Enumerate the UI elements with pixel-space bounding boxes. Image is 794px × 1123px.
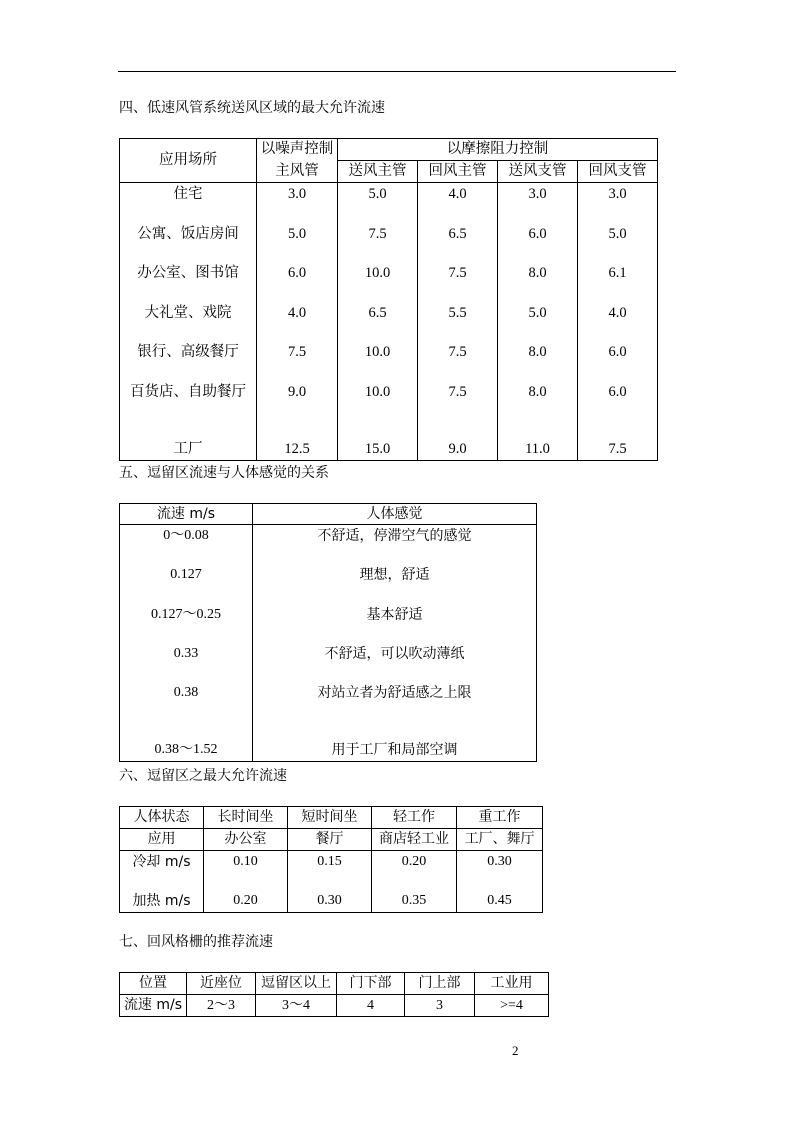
cell-value: 15.0 <box>338 420 418 460</box>
header-sub-return-branch: 回风支管 <box>578 161 658 183</box>
cell-value: 3～4 <box>256 995 337 1017</box>
cell-speed: 0.127～0.25 <box>120 604 253 643</box>
cell-feeling: 不舒适，可以吹动薄纸 <box>253 643 537 682</box>
cell-value: 3.0 <box>498 183 578 223</box>
cell-use: 商店轻工业 <box>372 829 457 851</box>
header-place: 应用场所 <box>120 139 257 183</box>
cell-state: 重工作 <box>457 807 543 829</box>
cell-value: 7.5 <box>418 262 498 302</box>
cell-use-label: 应用 <box>120 829 204 851</box>
cell-position: 近座位 <box>187 973 256 995</box>
cell-cooling-label: 冷却 m/s <box>120 851 204 882</box>
header-noise-top: 以噪声控制 <box>257 139 338 161</box>
header-sub-supply-main: 送风主管 <box>338 161 418 183</box>
cell-value: 5.0 <box>578 223 658 263</box>
cell-value: 7.5 <box>418 381 498 421</box>
table-row <box>120 341 658 381</box>
row-place: 工厂 <box>120 420 257 460</box>
table-row <box>120 682 537 721</box>
cell-value: 4 <box>337 995 405 1017</box>
cell-state: 短时间坐 <box>288 807 372 829</box>
header-rule <box>118 71 676 72</box>
cell-value: 6.0 <box>578 381 658 421</box>
cell-value: 2～3 <box>187 995 256 1017</box>
row-place: 公寓、饭店房间 <box>120 223 257 263</box>
row-place: 办公室、图书馆 <box>120 262 257 302</box>
cell-value: 8.0 <box>498 262 578 302</box>
cell-value: 6.5 <box>338 302 418 342</box>
section5-heading: 五、逗留区流速与人体感觉的关系 <box>119 465 329 481</box>
return-grille-speed-table <box>119 972 549 1017</box>
cell-value: 0.20 <box>372 851 457 882</box>
cell-value: 0.35 <box>372 881 457 913</box>
cell-use: 办公室 <box>204 829 288 851</box>
cell-value: 7.5 <box>338 223 418 263</box>
cell-value: 0.10 <box>204 851 288 882</box>
header-sub-return-main: 回风主管 <box>418 161 498 183</box>
cell-value: 10.0 <box>338 262 418 302</box>
row-place: 住宅 <box>120 183 257 223</box>
cell-value: 7.5 <box>578 420 658 460</box>
table-row <box>120 183 658 223</box>
table-row <box>120 381 658 421</box>
cell-value: 6.5 <box>418 223 498 263</box>
cell-value: >=4 <box>475 995 549 1017</box>
row-place: 百货店、自助餐厅 <box>120 381 257 421</box>
cell-value: 5.5 <box>418 302 498 342</box>
header-friction: 以摩擦阻力控制 <box>338 139 658 161</box>
table-row <box>120 564 537 603</box>
cell-speed: 0.127 <box>120 564 253 603</box>
cell-feeling: 不舒适，停滞空气的感觉 <box>253 525 537 565</box>
max-flow-speed-table <box>119 138 658 461</box>
cell-value: 12.5 <box>257 420 338 460</box>
cell-speed: 0.33 <box>120 643 253 682</box>
cell-speed: 0.38 <box>120 682 253 721</box>
cell-feeling: 基本舒适 <box>253 604 537 643</box>
table-row <box>120 721 537 761</box>
header-feeling: 人体感觉 <box>253 504 537 525</box>
cell-feeling: 理想，舒适 <box>253 564 537 603</box>
cell-value: 11.0 <box>498 420 578 460</box>
cell-feeling: 对站立者为舒适感之上限 <box>253 682 537 721</box>
cell-value: 0.15 <box>288 851 372 882</box>
cell-value: 10.0 <box>338 381 418 421</box>
row-place: 银行、高级餐厅 <box>120 341 257 381</box>
cell-speed: 0～0.08 <box>120 525 253 565</box>
header-sub-supply-branch: 送风支管 <box>498 161 578 183</box>
cell-value: 4.0 <box>418 183 498 223</box>
cell-value: 0.30 <box>288 881 372 913</box>
cell-value: 7.5 <box>418 341 498 381</box>
section7-heading: 七、回风格栅的推荐流速 <box>119 934 273 950</box>
cell-value: 7.5 <box>257 341 338 381</box>
cell-state-label: 人体状态 <box>120 807 204 829</box>
cell-position-label: 位置 <box>120 973 187 995</box>
cell-value: 9.0 <box>257 381 338 421</box>
speed-feeling-table <box>119 503 537 762</box>
cell-value: 6.0 <box>578 341 658 381</box>
cell-feeling: 用于工厂和局部空调 <box>253 721 537 761</box>
section4-heading: 四、低速风管系统送风区域的最大允许流速 <box>119 100 385 116</box>
cell-state: 轻工作 <box>372 807 457 829</box>
cell-position: 门上部 <box>405 973 475 995</box>
table-row <box>120 881 543 913</box>
cell-value: 4.0 <box>257 302 338 342</box>
cell-value: 5.0 <box>498 302 578 342</box>
cell-position: 工业用 <box>475 973 549 995</box>
stay-zone-max-speed-table <box>119 806 543 913</box>
cell-value: 6.1 <box>578 262 658 302</box>
cell-value: 4.0 <box>578 302 658 342</box>
cell-value: 8.0 <box>498 381 578 421</box>
table-row <box>120 851 543 882</box>
page-number: 2 <box>512 1043 519 1058</box>
cell-speed: 0.38～1.52 <box>120 721 253 761</box>
cell-value: 9.0 <box>418 420 498 460</box>
table-row <box>120 420 658 460</box>
row-place: 大礼堂、戏院 <box>120 302 257 342</box>
cell-use: 工厂、舞厅 <box>457 829 543 851</box>
cell-value: 0.45 <box>457 881 543 913</box>
cell-use: 餐厅 <box>288 829 372 851</box>
cell-value: 10.0 <box>338 341 418 381</box>
section6-heading: 六、逗留区之最大允许流速 <box>119 768 287 784</box>
cell-position: 逗留区以上 <box>256 973 337 995</box>
cell-value: 6.0 <box>498 223 578 263</box>
cell-value: 0.30 <box>457 851 543 882</box>
cell-value: 8.0 <box>498 341 578 381</box>
table-row <box>120 262 658 302</box>
cell-value: 5.0 <box>338 183 418 223</box>
table-row <box>120 525 537 565</box>
cell-heating-label: 加热 m/s <box>120 881 204 913</box>
header-noise-bottom: 主风管 <box>257 161 338 183</box>
cell-value: 5.0 <box>257 223 338 263</box>
table-row <box>120 604 537 643</box>
cell-value: 3.0 <box>257 183 338 223</box>
table-row <box>120 223 658 263</box>
header-speed: 流速 m/s <box>120 504 253 525</box>
table-row <box>120 302 658 342</box>
cell-state: 长时间坐 <box>204 807 288 829</box>
cell-value: 3 <box>405 995 475 1017</box>
cell-value: 6.0 <box>257 262 338 302</box>
table-row <box>120 643 537 682</box>
cell-position: 门下部 <box>337 973 405 995</box>
cell-value: 0.20 <box>204 881 288 913</box>
cell-value: 3.0 <box>578 183 658 223</box>
cell-speed-label: 流速 m/s <box>120 995 187 1017</box>
